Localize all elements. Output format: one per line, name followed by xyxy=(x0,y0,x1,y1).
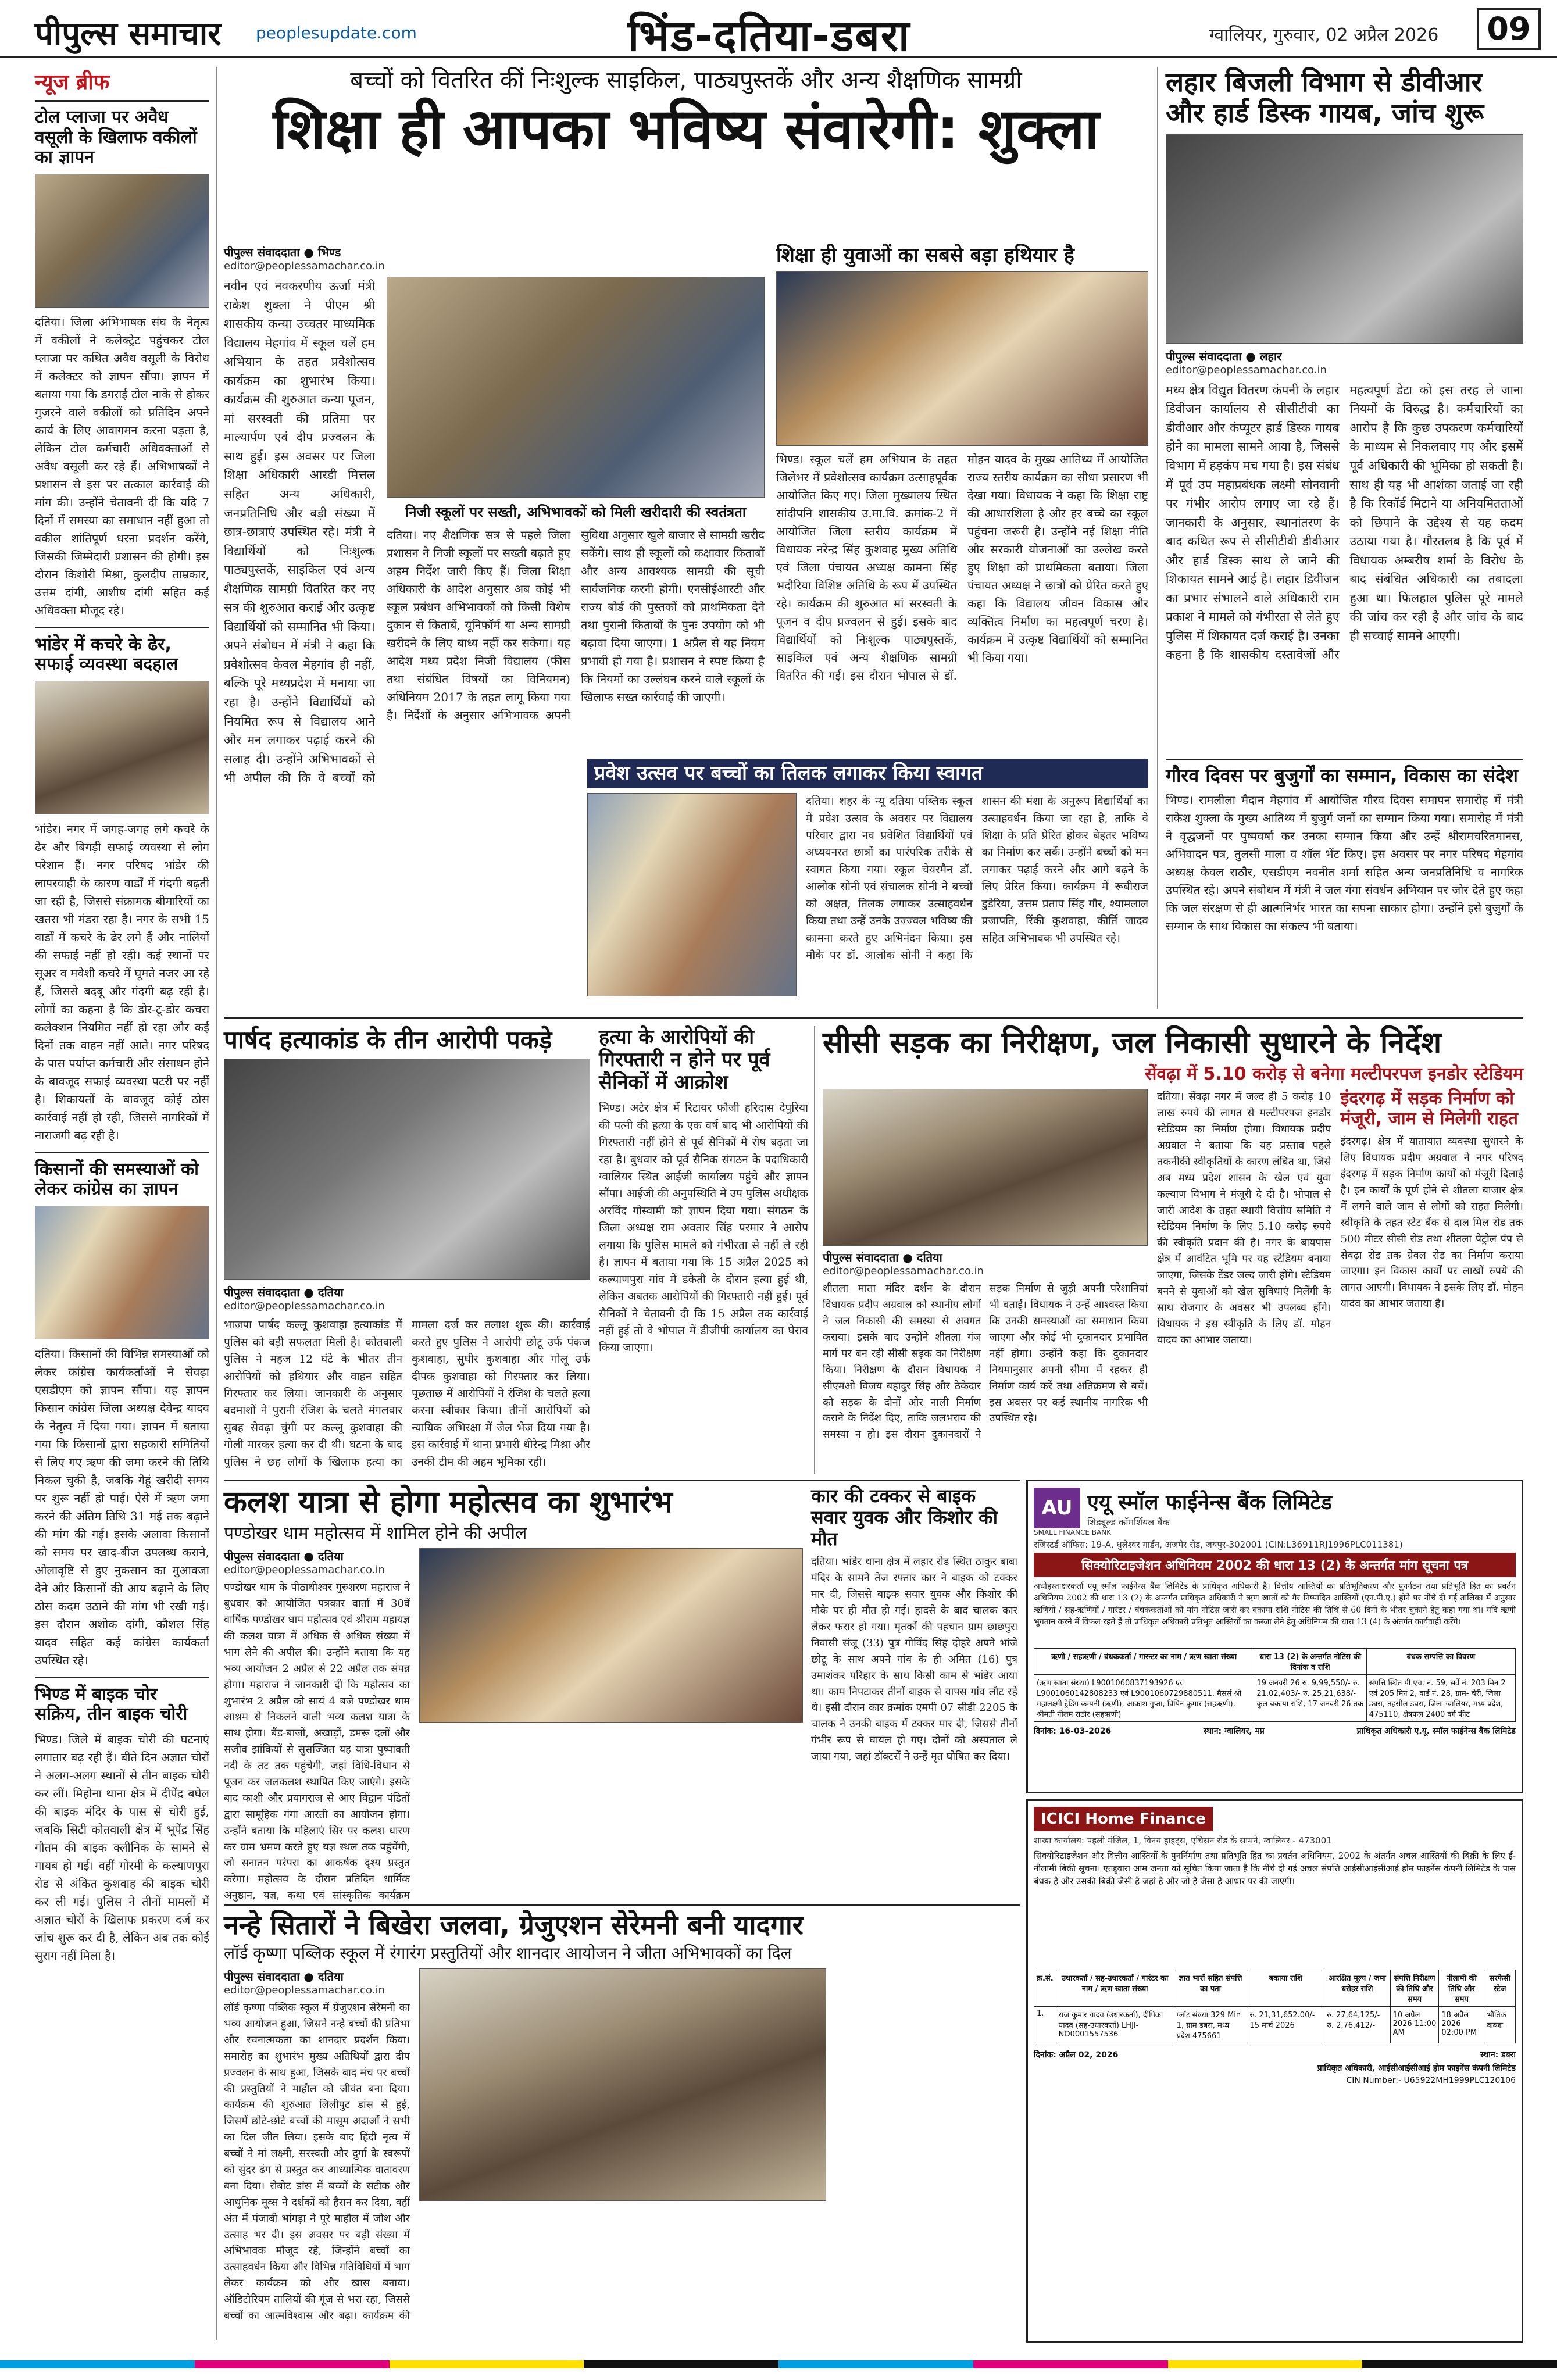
kalash-email: editor@peoplessamachar.co.in xyxy=(224,1564,385,1577)
brief-photo xyxy=(35,1206,209,1339)
kalash-headline: कलश यात्रा से होगा महोत्सव का शुभारंभ xyxy=(224,1485,673,1520)
murder-email: editor@peoplessamachar.co.in xyxy=(224,1300,385,1313)
kalash-story xyxy=(224,1485,805,1902)
accident-text: दतिया। भांडेर थाना क्षेत्र में लहार रोड स्थित ठाकुर बाबा मंदिर के सामने तेज रफ्तार कार ने बाइक को टक्कर मार दी, जिससे बाइक सवार युवक और किशोर की मौके पर ही मौत हो गई। हादसे के बाद चालक कार लेकर फरार हो गया। मृतकों की पहचान ग्राम छाछपुरा निवासी संजू (33) पुत्र गोविंद सिंह दोहरे अपने भांजे छोटू के साथ अपने गांव के ही अमित (16) पुत्र उमाशंकर परिहार के साथ किसी काम से भांडेर आया था। काम निपटाकर तीनों बाइक से वापस गांव लौट रहे थे। इसी दौरान कार क्रमांक एमपी 07 सीडी 2205 के चालक ने उनकी बाइक में टक्कर मार दी, जिससे तीनों गंभीर रूप से घायल हो गए। दोनों को अस्पताल ले जाया गया, जहां डॉक्टरों ने उन्हें मृत घोषित कर दिया। xyxy=(811,1556,1017,1763)
icici-date: दिनांक: अप्रैल 02, 2026 xyxy=(1034,2050,1119,2060)
kalash-byline: पीपुल्स संवाददाता ● दतिया xyxy=(224,1549,344,1564)
icici-text: सिक्योरिटाइजेशन और वित्तीय आस्तियों के पुनर्निर्माण तथा प्रतिभूति हित का प्रवर्तन अधिनियम, 2002 के अंतर्गत अचल आस्तियों की बिक्री के लिए ई-नीलामी बिक्री सूचना। एतद्द्वारा आम जनता को सूचित किया जाता है कि नीचे दी गई अचल संपत्ति आईसीआईसीआई होम फाइनेंस कंपनी लिमिटेड के पास बंधक है और उसकी बिक्री जैसी है जहां है और जो है जैसा है आधार पर की जाएगी। xyxy=(1034,1850,1516,1886)
au-text: अधोहस्ताक्षरकर्ता एयू स्मॉल फाईनेन्स बैंक लिमिटेड के प्राधिकृत अधिकारी है। वित्तीय आस्तियों का प्रतिभूतिकरण और पुनर्गठन तथा प्रतिभूति हित का प्रवर्तन अधिनियम 2002 की धारा 13 (2) के अन्तर्गत प्राधिकृत अधिकारी ने ऋण खातों को गैर निष्पादित आस्तियों (एन.पी.ए.) होने पर नीचे दी गई तालिका में अनुसार ऋणियों / सह-ऋणियों / गारंटर / बंधककर्ताओं को मांग नोटिस जारी कर बकाया राशि नोटिस की तिथि से 60 दिनों के भीतर चुकाने हेतु कहा गया था। यदि ऋणी भुगतान करने में विफल रहते हैं तो प्राधिकृत अधिकारी प्रतिभूत आस्तियों का कब्जा लेने हेतु अधिनियम की धारा 13 (4) के अंतर्गत कार्यवाही करेंगे। xyxy=(1034,1582,1516,1627)
au-address: रजिस्टर्ड ऑफिस: 19-A, धुलेश्वर गार्डन, अजमेर रोड, जयपुर-302001 (CIN:L36911RJ1996PLC011381) xyxy=(1034,1539,1403,1550)
cc-road-text: शीतला माता मंदिर दर्शन के दौरान विधायक प्रदीप अग्रवाल को स्थानीय लोगों ने जल निकासी की समस्या से अवगत कराया। इसके बाद उन्होंने शीतला गंज मार्ग पर बन रही सीसी सड़क का निरीक्षण किया। निरीक्षण के दौरान विधायक ने सीएमओ विजय बहादुर सिंह और ठेकेदार को सड़क के दोनों ओर नाली निर्माण कराने के निर्देश दिए, ताकि जलभराव की समस्या न हो। इस दौरान दुकानदारों ने सड़क निर्माण से जुड़ी अपनी परेशानियां भी बताईं। विधायक ने उन्हें आश्वस्त किया कि उनकी समस्याओं का समाधान किया जाएगा और कोई भी दुकानदार प्रभावित नहीं होगा। उन्होंने कहा कि दुकानदार नियमानुसार अपनी सीमा में रहकर ही निर्माण कार्य करें तथा अतिक्रमण से बचें। इस अवसर पर कई स्थानीय नागरिक भी उपस्थित रहे। xyxy=(823,1282,1148,1441)
brief-headline: भांडेर में कचरे के ढेर, सफाई व्यवस्था बदहाल xyxy=(35,634,178,674)
cc-road-byline: पीपुल्स संवाददाता ● दतिया xyxy=(823,1250,942,1265)
kalash-subhead: पण्डोखर धाम महोत्सव में शामिल होने की अपील xyxy=(224,1523,527,1543)
lead-photo xyxy=(387,277,765,498)
lead-email: editor@peoplessamachar.co.in xyxy=(224,260,385,272)
graduation-email: editor@peoplessamachar.co.in xyxy=(224,1984,385,1997)
cc-road-email: editor@peoplessamachar.co.in xyxy=(823,1265,984,1278)
kalash-text: पण्डोखर धाम के पीठाधीश्वर गुरुशरण महाराज ने बुधवार को आयोजित पत्रकार वार्ता में 30वें वार्षिक पण्डोखर धाम महोत्सव एवं श्रीराम महायज्ञ की कलश यात्रा में अधिक से अधिक संख्या में भाग लेने की अपील की। उन्होंने बताया कि यह भव्य आयोजन 2 अप्रैल से 22 अप्रैल तक संपन्न होगा। महाराज ने जानकारी दी कि महोत्सव का शुभारंभ 2 अप्रैल को सायं 4 बजे पण्डोखर धाम आश्रम से निकलने वाली भव्य कलश यात्रा के साथ होगा। बैंड-बाजों, अखाड़ों, डमरू दलों और सजीव झांकियों से सुसज्जित यह यात्रा पुष्पावती नदी के तट तक पहुंचेगी, जहां विधि-विधान से पूजन कर जलकलश स्थापित किए जाएंगे। इसके बाद काशी और प्रयागराज से आए विद्वान पंडितों द्वारा सामूहिक गंगा आरती का आयोजन होगा। उन्होंने बताया कि महिलाएं सिर पर कलश धारण कर ग्राम भ्रमण करते हुए यज्ञ स्थल तक पहुंचेंगी, जो सनातन परंपरा का आकर्षक दृश्य प्रस्तुत करेगा। महोत्सव के दौरान प्रतिदिन धार्मिक अनुष्ठान, यज्ञ, कथा एवं सांस्कृतिक कार्यक्रम xyxy=(224,1581,410,1902)
brief-item-farmers xyxy=(35,1160,209,1670)
education-text: भिण्ड। स्कूल चलें हम अभियान के तहत जिलेभर में प्रवेशोत्सव कार्यक्रम उत्साहपूर्वक आयोजित किए गए। जिला मुख्यालय स्थित सांदीपनि शासकीय उ.मा.वि. क्रमांक-2 में आयोजित जिला स्तरीय कार्यक्रम में विधायक नरेन्द्र सिंह कुशवाह मुख्य अतिथि एवं जिला पंचायत अध्यक्ष कामना सिंह भदौरिया विशिष्ट अतिथि के रूप में उपस्थित रहे। कार्यक्रम की शुरुआत मां सरस्वती के पूजन व दीप प्रज्वलन से हुई। इसके बाद विद्यार्थियों को निःशुल्क पाठ्यपुस्तकें, साइकिल एवं अन्य शैक्षणिक सामग्री वितरित की गई। इस दौरान भोपाल से डॉ. मोहन यादव के मुख्य आतिथ्य में आयोजित राज्य स्तरीय कार्यक्रम का सीधा प्रसारण भी देखा गया। विधायक ने कहा कि शिक्षा राष्ट्र की आधारशिला है और हर बच्चे का स्कूल पहुंचना जरूरी है। उन्होंने नई शिक्षा नीति और सरकारी योजनाओं का उल्लेख करते हुए शिक्षा को प्राथमिकता बताया। जिला पंचायत अध्यक्ष ने छात्रों को प्रेरित करते हुए कहा कि विद्यालय जीवन विकास और व्यक्तित्व निर्माण का महत्वपूर्ण चरण है। कार्यक्रम में उत्कृष्ट विद्यार्थियों को सम्मानित भी किया गया। xyxy=(776,452,1148,683)
murder-story xyxy=(224,1026,590,1474)
dateline: ग्वालियर, गुरुवार, 02 अप्रैल 2026 xyxy=(1209,25,1439,45)
au-title: एयू स्मॉल फाईनेन्स बैंक लिमिटेड xyxy=(1087,1491,1333,1514)
accident-headline: कार की टक्कर से बाइक सवार युवक और किशोर की मौत xyxy=(811,1485,998,1550)
brief-text: भांडेर। नगर में जगह-जगह लगे कचरे के ढेर और बिगड़ी सफाई व्यवस्था से लोग परेशान हैं। नगर परिषद भांडेर की लापरवाही के कारण वार्डों में गंदगी बढ़ती जा रही है, जिससे संक्रामक बीमारियों का खतरा भी मंडरा रहा है। नगर के सभी 15 वार्डों में कचरे के ढेर लगे हैं और नालियों की सफाई नहीं हो रही। कई स्थानों पर सूअर व मवेशी कचरे में घूमते नजर आ रहे हैं, जिससे बदबू और गंदगी बढ़ रही है। लोगों का कहना है कि डोर-टू-डोर कचरा कलेक्शन नियमित नहीं हो रहा और कई दिनों तक वाहन नहीं आते। नगर परिषद के पास पर्याप्त कर्मचारी और संसाधन होने के बावजूद सफाई व्यवस्था पटरी पर नहीं है। शिकायतों के बावजूद कोई ठोस कार्रवाई नहीं हो रही, जिससे नागरिकों में नाराजगी बढ़ रही है। xyxy=(35,821,209,1142)
praveshotsav-photo xyxy=(587,793,797,996)
masthead xyxy=(0,0,1557,61)
cc-road-photo xyxy=(823,1089,1148,1246)
table-row: (ऋण खाता संख्या) L9001060837193926 एवं L9001060142808233 एवं L9001060729880511, मैसर्स श्री महालक्ष्मी ट्रेडिंग कम्पनी (ऋणी), आकाश गुप्ता, विपिन कुमार (सहऋणी), श्रीमती नीलम राठौर (सहऋणी) 19 जनवरी 26 रु. 9,99,550/- रु. 21,02,403/- रु. 25,21,638/- कुल बकाया राशि, 17 जनवरी 26 तक संपत्ति स्थित पी.एच. नं. 59, सर्वे नं. 203 मिन 2 एवं 205 मिन 2, वार्ड नं. 28, ग्राम- चेरी, जिला डबरा, तहसील डबरा, जिला ग्वालियर, मध्य प्रदेश, 475110, क्षेत्रफल 2400 वर्ग फीट xyxy=(1034,1675,1516,1722)
cc-road-headline: सीसी सड़क का निरीक्षण, जल निकासी सुधारने के निर्देश xyxy=(823,1025,1442,1060)
lead-story-body xyxy=(224,244,765,785)
murder-text: भाजपा पार्षद कल्लू कुशवाहा हत्याकांड में पुलिस को बड़ी सफलता मिली है। कोतवाली पुलिस ने महज 12 घंटे के भीतर तीन आरोपियों को हथियार और वाहन सहित गिरफ्तार कर लिया। जानकारी के अनुसार बदमाशों ने पुरानी रंजिश के चलते मंगलवार सुबह सेवढ़ा चुंगी पर कल्लू कुशवाहा की गोली मारकर हत्या कर दी थी। घटना के बाद पुलिस ने छह लोगों के खिलाफ हत्या का मामला दर्ज कर तलाश शुरू की। कार्रवाई करते हुए पुलिस ने आरोपी छोटू उर्फ पंकज कुशवाहा, सुधीर कुशवाहा और गोलू उर्फ दीपक कुशवाहा को गिरफ्तार कर लिया। पूछताछ में आरोपियों ने रंजिश के चलते हत्या करना स्वीकार किया। तीनों आरोपियों को न्यायिक अभिरक्षा में जेल भेज दिया गया है। इस कार्रवाई में थाना प्रभारी धीरेन्द्र मिश्रा और उनकी टीम की अहम भूमिका रही। xyxy=(224,1318,590,1468)
au-title-sub: शिड्यूल्ड कॉमर्शियल बैंक xyxy=(1087,1517,1170,1528)
table-row: 1. राज कुमार यादव (उधारकर्ता), दीपिका यादव (सह-उधारकर्ता) LHJI-NO0001557536 प्लॉट संख्या 329 Min 1, ग्राम डबरा, मध्य प्रदेश 475661 रु. 21,31,652.00/- 15 मार्च 2026 रु. 27,64,125/- रु. 2,76,412/- 10 अप्रैल 2026 11:00 AM 18 अप्रैल 2026 02:00 PM भौतिक कब्जा xyxy=(1034,2007,1516,2043)
lahar-photo xyxy=(1166,134,1523,344)
au-th-2: धारा 13 (2) के अन्तर्गत नोटिस की दिनांक व राशि xyxy=(1254,1649,1366,1675)
lahar-email: editor@peoplessamachar.co.in xyxy=(1166,363,1327,376)
graduation-headline: नन्हे सितारों ने बिखेरा जलवा, ग्रेजुएशन सेरेमनी बनी यादगार xyxy=(224,1909,804,1941)
graduation-story xyxy=(224,1910,1020,2343)
brief-item-garbage xyxy=(35,635,209,1145)
accident-story xyxy=(811,1485,1017,1898)
page-number: 09 xyxy=(1477,8,1541,50)
au-date: दिनांक: 16-03-2026 xyxy=(1034,1727,1112,1736)
icici-address: शाखा कार्यालय: पहली मंजिल, 1, विनय हाइट्स, एचिसन रोड के सामने, ग्वालियर - 473001 xyxy=(1034,1835,1332,1846)
lead-headline: शिक्षा ही आपका भविष्य संवारेगी: शुक्ला xyxy=(273,97,1099,162)
praveshotsav-story xyxy=(587,759,1148,1009)
soldiers-headline: हत्या के आरोपियों की गिरफ्तारी न होने पर पूर्व सैनिकों में आक्रोश xyxy=(599,1025,770,1095)
au-logo-sub: SMALL FINANCE BANK xyxy=(1034,1528,1112,1536)
au-th-1: ऋणी / सहऋणी / बंधककर्ता / गारन्टर का नाम / ऋण खाता संख्या xyxy=(1034,1649,1254,1675)
education-headline: शिक्षा ही युवाओं का सबसे बड़ा हथियार है xyxy=(776,244,1074,267)
brief-headline: टोल प्लाजा पर अवैध वसूली के खिलाफ वकीलों का ज्ञापन xyxy=(35,107,197,167)
education-story xyxy=(776,244,1148,756)
lead-text: नवीन एवं नवकरणीय ऊर्जा मंत्री राकेश शुक्ला ने पीएम श्री शासकीय कन्या उच्चतर माध्यमिक विद्यालय मेहगांव में स्कूल चलें हम अभियान के तहत प्रवेशोत्सव कार्यक्रम का शुभारंभ किया। कार्यक्रम की शुरुआत कन्या पूजन, मां सरस्वती की प्रतिमा पर माल्यार्पण एवं दीप प्रज्वलन के साथ हुई। इस अवसर पर जिला शिक्षा अधिकारी आरडी मित्तल सहित अन्य अधिकारी, जनप्रतिनिधि और बड़ी संख्या में छात्र-छात्राएं उपस्थित रहे। मंत्री ने विद्यार्थियों को निःशुल्क पाठ्यपुस्तकें, साइकिल एवं अन्य शैक्षणिक सामग्री वितरित कर नए सत्र की शुरुआत कराई और उत्कृष्ट विद्यार्थियों को सम्मानित भी किया। अपने संबोधन में मंत्री ने कहा कि प्रवेशोत्सव केवल मेहगांव ही नहीं, बल्कि पूरे मध्यप्रदेश में मनाया जा रहा है। उन्होंने विद्यार्थियों को नियमित रूप से विद्यालय आने और मन लगाकर पढ़ाई करने की सलाह दी। उन्होंने अभिभावकों से भी अपील की कि वे बच्चों को xyxy=(224,279,375,785)
praveshotsav-headline: प्रवेश उत्सव पर बच्चों का तिलक लगाकर किया स्वागत xyxy=(587,759,1148,788)
au-sign: प्राधिकृत अधिकारी ए.यू. स्मॉल फाईनेन्स बैंक लिमिटेड xyxy=(1356,1727,1516,1736)
lahar-text: मध्य क्षेत्र विद्युत वितरण कंपनी के लहार डिवीजन कार्यालय से सीसीटीवी का डीवीआर और कंप्यूटर हार्ड डिस्क गायब होने का मामला सामने आया है, जिससे विभाग में हड़कंप मच गया है। इस संबंध में पूर्व उप महाप्रबंधक लक्ष्मी सोनवानी पर गंभीर आरोप लगाए जा रहे हैं। जानकारी के अनुसार, स्थानांतरण के बाद कथित रूप से सीसीटीवी डीवीआर और हार्ड डिस्क साथ ले जाने की शिकायत सामने आई है। लहार डिवीजन का प्रभार संभालने वाले अधिकारी राम प्रकाश ने मामले को गंभीरता से लेते हुए पुलिस में शिकायत दर्ज कराई है। उनका कहना है कि शासकीय दस्तावेजों और महत्वपूर्ण डेटा को इस तरह ले जाना नियमों के विरुद्ध है। कर्मचारियों का आरोप है कि कुछ उपकरण कर्मचारियों के माध्यम से निकलवाए गए और इसमें पूर्व अधिकारी की भूमिका हो सकती है। साथ ही यह भी आशंका जताई जा रही है कि रिकॉर्ड मिटाने या अनियमितताओं को छिपाने के उद्देश्य से यह कदम उठाया गया है। गौरतलब है कि पूर्व में विधायक अम्बरीष शर्मा के विरोध के बाद संबंधित अधिकारी का तबादला हुआ था। फिलहाल पुलिस पूरे मामले की जांच कर रही है और जांच के बाद ही सच्चाई सामने आएगी। xyxy=(1166,383,1523,662)
icici-sign: प्राधिकृत अधिकारी, आईसीआईसीआई होम फाइनेंस कंपनी लिमिटेड xyxy=(1317,2064,1516,2073)
soldiers-text: भिण्ड। अटेर क्षेत्र में रिटायर फौजी हरिदास देपुरिया की पत्नी की हत्या के एक वर्ष बाद भी आरोपियों की गिरफ्तारी नहीं होने से पूर्व सैनिकों में रोष बढ़ता जा रहा है। बुधवार को पूर्व सैनिक संगठन के पदाधिकारी ग्वालियर स्थित आईजी कार्यालय पहुंचे और ज्ञापन सौंपा। आईजी की अनुपस्थिति में उप पुलिस अधीक्षक अरविंद गोस्वामी को ज्ञापन दिया गया। संगठन के जिला अध्यक्ष राम अवतार सिंह परमार ने आरोप लगाया कि पुलिस मामले को गंभीरता से नहीं ले रही है। ज्ञापन में बताया गया कि 15 अप्रैल 2025 को कल्याणपुरा गांव में डकैती के दौरान हत्या हुई थी, लेकिन अबतक आरोपियों की गिरफ्तारी नहीं हुई। पूर्व सैनिकों ने चेतावनी दी कि 15 अप्रैल तक कार्रवाई नहीं हुई तो वे भोपाल में डीजीपी कार्यालय का घेराव किया जाएगा। xyxy=(599,1102,808,1355)
cc-road-story xyxy=(823,1026,1523,1474)
lead-byline: पीपुल्स संवाददाता ● भिण्ड xyxy=(224,245,341,259)
edition-title: भिंड-दतिया-डबरा xyxy=(628,11,911,61)
icici-cin: CIN Number:- U65922MH1999PLC120106 xyxy=(1346,2076,1516,2085)
cc-road-subhead: सेंवढ़ा में 5.10 करोड़ से बनेगा मल्टीपरपज इनडोर स्टेडियम xyxy=(1145,1063,1523,1084)
news-brief-column xyxy=(35,67,209,2340)
praveshotsav-text: दतिया। शहर के न्यू दतिया पब्लिक स्कूल में प्रवेश उत्सव के अवसर पर विद्यालय परिवार द्वारा नव प्रवेशित विद्यार्थियों एवं अध्ययनरत छात्रों का पारंपरिक तरीके से स्वागत किया गया। स्कूल चेयरमैन डॉ. आलोक सोनी एवं संचालक सोनी ने बच्चों को अक्षत, तिलक लगाकर उत्साहवर्धन किया तथा उन्हें उनके उज्ज्वल भविष्य की कामना करते हुए अभिनंदन किया। इस मौके पर डॉ. आलोक सोनी ने कहा कि शासन की मंशा के अनुरूप विद्यार्थियों का उत्साहवर्धन किया जा रहा है, ताकि वे शिक्षा के प्रति प्रेरित होकर बेहतर भविष्य का निर्माण कर सकें। उन्होंने बच्चों को मन लगाकर पढ़ाई करने और आगे बढ़ने के लिए प्रेरित किया। कार्यक्रम में रूबीराज डुडेरिया, उत्तम प्रताप सिंह गौर, श्यामलाल प्रजापति, रिंकी कुशवाहा, कीर्ति जादव सहित अभिभावक भी उपस्थित रहे। xyxy=(806,795,1148,962)
icici-place: स्थान: डबरा xyxy=(1480,2050,1516,2060)
brief-photo xyxy=(35,681,209,814)
gaurav-story xyxy=(1166,759,1523,1009)
lahar-byline: पीपुल्स संवाददाता ● लहार xyxy=(1166,349,1282,363)
gaurav-headline: गौरव दिवस पर बुजुर्गों का सम्मान, विकास का संदेश xyxy=(1166,764,1518,787)
murder-headline: पार्षद हत्याकांड के तीन आरोपी पकड़े xyxy=(224,1025,552,1054)
kalash-photo xyxy=(419,1548,803,1723)
au-logo: AU xyxy=(1034,1488,1080,1528)
lead-photo-caption: निजी स्कूलों पर सख्ती, अभिभावकों को मिली खरीदारी की स्वतंत्रता xyxy=(405,504,747,520)
lahar-headline: लहार बिजली विभाग से डीवीआर और हार्ड डिस्क गायब, जांच शुरू xyxy=(1166,66,1484,128)
graduation-text: लॉर्ड कृष्णा पब्लिक स्कूल में ग्रेजुएशन सेरेमनी का भव्य आयोजन हुआ, जिसने नन्हे बच्चों की प्रतिभा और रचनात्मकता का शानदार प्रदर्शन किया। समारोह का शुभारंभ मुख्य अतिथियों द्वारा दीप प्रज्वलन के साथ हुआ, जिसके बाद मंच पर बच्चों की प्रस्तुतियों ने माहौल को जीवंत बना दिया। कार्यक्रम की शुरुआत लिलीपुट डांस से हुई, जिसमें छोटे-छोटे बच्चों की मासूम अदाओं ने सभी का दिल जीत लिया। इसके बाद हिंदी नृत्य में बच्चों ने मां लक्ष्मी, सरस्वती और दुर्गा के स्वरूपों को सुंदर ढंग से प्रस्तुत कर आध्यात्मिक वातावरण बना दिया। रोबोट डांस में बच्चों के सटीक और आधुनिक मूव्स ने दर्शकों को हैरान कर दिया, वहीं अंत में पंजाबी भांगड़ा ने पूरे माहौल में जोश और उत्साह भर दी। इस अवसर पर बड़ी संख्या में अभिभावक मौजूद रहे, जिन्होंने बच्चों का उत्साहवर्धन किया और विभिन्न गतिविधियों में भाग लेकर कार्यक्रम को और खास बनाया। ऑडिटोरियम तालियों की गूंज से भरा रहा, जिससे बच्चों का आत्मविश्वास और बढ़ा। कार्यक्रम की xyxy=(224,2002,410,2322)
print-color-bar xyxy=(0,2360,1557,2372)
brief-text: दतिया। किसानों की विभिन्न समस्याओं को लेकर कांग्रेस कार्यकर्ताओं ने सेवढ़ा एसडीएम को ज्ञापन सौंपा। यह ज्ञापन किसान कांग्रेस जिला अध्यक्ष देवेन्द्र यादव के नेतृत्व में दिया गया। ज्ञापन में बताया गया कि किसानों द्वारा सहकारी समितियों से लिए गए ऋण की जमा करने की तिथि निकल चुकी है, जबकि गेहूं खरीदी समय पर शुरू नहीं हो पाई। ऐसे में ऋण जमा करने की अंतिम तिथि 31 मई तक बढ़ाने की मांग की गई। इसके अलावा किसानों को समय पर खाद-बीज उपलब्ध कराने, ओलावृष्टि से हुए नुकसान का मुआवजा देने और किसानों की आय बढ़ाने के लिए ठोस कदम उठाने की मांग भी रखी गई। इस दौरान अशोक दांगी, कौशल सिंह यादव सहित कई कांग्रेस कार्यकर्ता उपस्थित रहे। xyxy=(35,1346,209,1667)
brand-url[interactable]: peoplesupdate.com xyxy=(256,23,417,42)
graduation-byline: पीपुल्स संवाददाता ● दतिया xyxy=(224,1970,344,1984)
au-band: सिक्योरिटाइजेशन अधिनियम 2002 की धारा 13 (2) के अन्तर्गत मांग सूचना पत्र xyxy=(1034,1553,1516,1577)
indergarh-headline: इंदरगढ़ में सड़क निर्माण को मंजूरी, जाम से मिलेगी राहत xyxy=(1340,1088,1518,1129)
lahar-story xyxy=(1166,67,1523,753)
brief-photo xyxy=(35,174,209,308)
brief-item-bike-theft xyxy=(35,1685,209,1965)
murder-byline: पीपुल्स संवाददाता ● दतिया xyxy=(224,1285,344,1300)
au-place: स्थान: ग्वालियर, मप्र xyxy=(1204,1727,1265,1736)
cc-road-stadium-text: दतिया। सेंवढ़ा नगर में जल्द ही 5 करोड़ 10 लाख रुपये की लागत से मल्टीपरपज इनडोर स्टेडियम का निर्माण होगा। विधायक प्रदीप अग्रवाल ने बताया कि यह प्रस्ताव पहले तकनीकी स्वीकृतियों के कारण लंबित था, जिसे अब मध्य प्रदेश शासन के खेल एवं युवा कल्याण विभाग ने मंजूरी दे दी है। भोपाल से जारी आदेश के तहत स्थायी वित्तीय समिति ने स्टेडियम निर्माण के लिए 5.10 करोड़ रुपये की स्वीकृति प्रदान की है। नगर के बायपास क्षेत्र में आवंटित भूमि पर यह स्टेडियम बनाया जाएगा, जिसके टेंडर जल्द जारी होंगे। स्टेडियम बनने से युवाओं को खेल सुविधाएं मिलेंगी के साथ रोजगार के अवसर भी उपलब्ध होंगे। विधायक ने इस स्वीकृति के लिए डॉ. मोहन यादव का आभार जताया। xyxy=(1157,1091,1331,1346)
brief-headline: भिण्ड में बाइक चोर सक्रिय, तीन बाइक चोरी xyxy=(35,1684,188,1724)
brief-text: दतिया। जिला अभिभाषक संघ के नेतृत्व में वकीलों ने कलेक्ट्रेट पहुंचकर टोल प्लाजा पर कथित अवैध वसूली के विरोध में कलेक्टर को ज्ञापन सौंपा। ज्ञापन में बताया गया कि डगराई टोल नाके से होकर गुजरने वाले वकीलों को प्रतिदिन अपने कार्य के लिए आवागमन करना पड़ता है, लेकिन टोल कर्मचारी अधिवक्ताओं से अवैध वसूली कर रहे हैं। अभिभाषकों ने प्रशासन से इस पर तत्काल कार्रवाई की मांग की। उन्होंने चेतावनी दी कि यदि 7 दिनों में समस्या का समाधान नहीं हुआ तो वकील शांतिपूर्ण धरना प्रदर्शन करेंगे, जिसकी जिम्मेदारी प्रशासन की होगी। इस दौरान किशोरी मिश्रा, कुलदीप ताम्रकार, उत्तम दांगी, आशीष दांगी सहित कई अधिवक्ता मौजूद रहे। xyxy=(35,315,209,617)
murder-photo xyxy=(224,1059,590,1280)
lead-sub-text: दतिया। नए शैक्षणिक सत्र से पहले जिला प्रशासन ने निजी स्कूलों पर सख्ती बढ़ाते हुए अहम निर्देश जारी किए हैं। जिला शिक्षा अधिकारी के आदेश अनुसार अब कोई भी स्कूल प्रबंधन अभिभावकों को किसी विशेष दुकान से किताबें, यूनिफॉर्म या अन्य सामग्री खरीदने के लिए बाध्य नहीं कर सकेगा। यह आदेश मध्य प्रदेश निजी विद्यालय (फीस तथा संबंधित विषयों का विनियमन) अधिनियम 2017 के तहत लागू किया गया है। निर्देशों के अनुसार अभिभावक अपनी सुविधा अनुसार खुले बाजार से सामग्री खरीद सकेंगे। साथ ही स्कूलों को कक्षावार किताबों और अन्य आवश्यक सामग्री की सूची सार्वजनिक करनी होगी। एनसीईआरटी और राज्य बोर्ड की पुस्तकों को प्राथमिकता देने तथा पुरानी किताबों के पुनः उपयोग को भी बढ़ावा दिया जाएगा। 1 अप्रैल से यह नियम प्रभावी हो गया है। प्रशासन ने स्पष्ट किया है कि नियमों का उल्लंघन करने वाले स्कूलों के खिलाफ सख्त कार्रवाई की जाएगी। xyxy=(387,528,765,722)
icici-notice xyxy=(1026,1799,1523,2343)
news-brief-tag: न्यूज ब्रीफ xyxy=(35,70,110,94)
icici-table: क्र.सं. उधारकर्ता / सह-उधारकर्ता / गारंटर का नाम / ऋण खाता संख्या ज्ञात भारों सहित संपत्ति का पता बकाया राशि आरक्षित मूल्य / जमा धरोहर राशि संपत्ति निरीक्षण की तिथि और समय नीलामी की तिथि और समय सरफेसी स्टेज 1. राज कुमार यादव (उधारकर्ता), दीपिका यादव (सह-उधारकर्ता) LHJI-NO0001557536 प्लॉट संख्या 329 Min 1, ग्राम डबरा, मध्य प्रदेश 475661 रु. 21,31,652.00/- 15 मार्च 2026 रु. 27,64,125/- रु. 2,76,412/- 10 अप्रैल 2026 11:00 AM 18 अप्रैल 2026 02:00 PM भौतिक कब्जा xyxy=(1034,1970,1516,2043)
au-bank-notice xyxy=(1026,1480,1523,1793)
brand-logo: पीपुल्स समाचार xyxy=(35,15,222,53)
lead-kicker: बच्चों को वितरित कीं निःशुल्क साइकिल, पाठ्यपुस्तकें और अन्य शैक्षणिक सामग्री xyxy=(350,67,1022,94)
au-th-3: बंधक सम्पत्ति का विवरण xyxy=(1366,1649,1515,1675)
brief-text: भिण्ड। जिले में बाइक चोरी की घटनाएं लगातार बढ़ रही हैं। बीते दिन अज्ञात चोरों ने अलग-अलग स्थानों से तीन बाइक चोरी कर लीं। मिहोना थाना क्षेत्र में दीपेंद्र बघेल की बाइक मंदिर के पास से चोरी हुई, जबकि सिटी कोतवाली क्षेत्र में भूपेंद्र सिंह गौतम की बाइक क्लीनिक के सामने से गायब हो गई। वहीं गोरमी के कल्याणपुरा रोड से अंकित कुशवाह की बाइक चोरी कर ली गई। पुलिस ने तीनों मामलों में अज्ञात चोरों के खिलाफ प्रकरण दर्ज कर जांच शुरू कर दी है, लेकिन अब तक कोई सुराग नहीं मिला है। xyxy=(35,1732,209,1963)
education-photo xyxy=(776,271,1148,446)
brief-item-toll xyxy=(35,108,209,620)
indergarh-text: इंदरगढ़। क्षेत्र में यातायात व्यवस्था सुधारने के लिए विधायक प्रदीप अग्रवाल ने नगर परिषद इंदरगढ़ में सड़क निर्माण कार्यों को मंजूरी दिलाई है। इन कार्यों के पूर्ण होने से शीतला बाजार क्षेत्र में लगने वाले जाम से लोगों को राहत मिलेगी। स्वीकृति के तहत स्टेट बैंक से दाल मिल रोड तक 500 मीटर सीसी रोड तथा शीतला पेट्रोल पंप से सेवढ़ा रोड तक ग्रेवल रोड का निर्माण कराया जाएगा। इन विकास कार्यों पर लाखों रुपये की लागत आएगी। विधायक ने इसके लिए डॉ. मोहन यादव का आभार जताया है। xyxy=(1340,1135,1523,1310)
graduation-subhead: लॉर्ड कृष्णा पब्लिक स्कूल में रंगारंग प्रस्तुतियों और शानदार आयोजन ने जीता अभिभावकों का दिल xyxy=(224,1943,792,1963)
soldiers-story xyxy=(599,1026,808,1474)
graduation-photo xyxy=(419,1968,826,2201)
brief-headline: किसानों की समस्याओं को लेकर कांग्रेस का ज्ञापन xyxy=(35,1159,199,1199)
au-table xyxy=(1034,1648,1516,1722)
gaurav-text: भिण्ड। रामलीला मैदान मेहगांव में आयोजित गौरव दिवस समापन समारोह में मंत्री राकेश शुक्ला के मुख्य आतिथ्य में बुजुर्ग जनों का सम्मान किया गया। समारोह में मंत्री ने वृद्धजनों पर पुष्पवर्षा कर उनका सम्मान किया और उन्हें श्रीरामचरितमानस, अभिवादन पत्र, तुलसी माला व शॉल भेंट किए। इस अवसर पर नगर परिषद मेहगांव अध्यक्ष केवल राठौर, एसडीएम नवनीत शर्मा सहित अन्य जनप्रतिनिधि व नागरिक उपस्थित रहे। अपने संबोधन में मंत्री ने जल गंगा संवर्धन अभियान पर जोर देते हुए कहा कि जल संरक्षण से ही आत्मनिर्भर भारत का सपना साकार होगा। उन्होंने इसे बुजुर्गों के सम्मान के साथ विकास का संकल्प भी बताया। xyxy=(1166,792,1523,933)
icici-logo: ICICI Home Finance xyxy=(1034,1807,1213,1831)
